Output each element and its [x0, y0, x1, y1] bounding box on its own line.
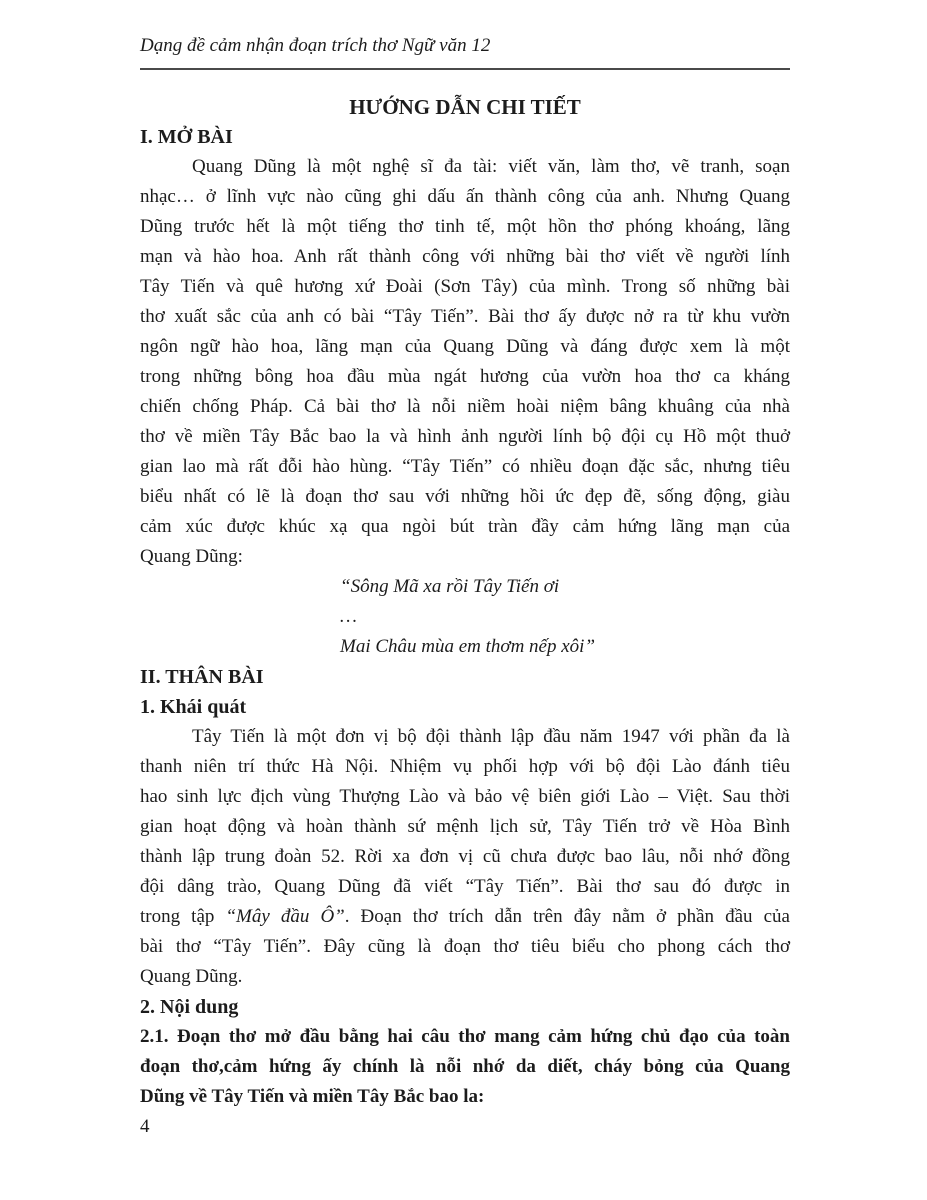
poem-line: Mai Châu mùa em thơm nếp xôi” — [340, 636, 596, 657]
text-line: Quang Dũng là một nghệ sĩ đa tài: viết văn, làm thơ, vẽ tranh, soạn — [192, 156, 790, 177]
section-heading: I. MỞ BÀI — [140, 126, 233, 148]
section-heading: 1. Khái quát — [140, 696, 247, 718]
text-line: thanh niên trí thức Hà Nội. Nhiệm vụ phối hợp với bộ đội Lào đánh tiêu — [140, 756, 790, 777]
poem-line: “Sông Mã xa rồi Tây Tiến ơi — [340, 576, 560, 597]
text-line: thành lập trung đoàn 52. Rời xa đơn vị cũ chưa được bao lâu, nỗi nhớ đồng — [140, 846, 790, 867]
section-heading: II. THÂN BÀI — [140, 666, 264, 688]
paragraph — [140, 1022, 790, 1112]
poem-line: … — [340, 606, 357, 627]
text-line: đoạn thơ,cảm hứng ấy chính là nỗi nhớ da diết, cháy bỏng của Quang — [140, 1056, 790, 1077]
paragraph — [140, 722, 790, 992]
text-line: đội dâng trào, Quang Dũng đã viết “Tây Tiến”. Bài thơ sau đó được in — [140, 876, 790, 897]
text-line: cảm xúc được khúc xạ qua ngòi bút tràn đầy cảm hứng lãng mạn của — [140, 516, 790, 537]
page-number: 4 — [140, 1116, 150, 1137]
text-line: Tây Tiến và quê hương xứ Đoài (Sơn Tây) của mình. Trong số những bài — [140, 276, 790, 297]
text-line: nhạc… ở lĩnh vực nào cũng ghi dấu ấn thành công của anh. Nhưng Quang — [140, 186, 790, 207]
italic-text: “Mây đầu Ô” — [225, 906, 345, 927]
text-line: bài thơ “Tây Tiến”. Đây cũng là đoạn thơ tiêu biểu cho phong cách thơ — [140, 936, 790, 957]
document-body — [140, 122, 790, 1112]
text-line: trong những bông hoa đầu mùa ngát hương của vườn hoa thơ ca kháng — [140, 366, 790, 387]
text-line: gian lao mà rất đỗi hào hùng. “Tây Tiến” có nhiều đoạn đặc sắc, nhưng tiêu — [140, 456, 790, 477]
text-line: chiến chống Pháp. Cả bài thơ là nỗi niềm hoài niệm bâng khuâng của nhà — [140, 396, 790, 417]
poem-quote — [340, 572, 790, 662]
page-title: HƯỚNG DẪN CHI TIẾT — [349, 95, 581, 119]
text-line: Quang Dũng. — [140, 966, 243, 987]
section-heading: 2. Nội dung — [140, 996, 239, 1018]
running-header: Dạng đề cảm nhận đoạn trích thơ Ngữ văn 12 — [140, 34, 790, 70]
text-line: Quang Dũng: — [140, 546, 243, 567]
text-line: gian hoạt động và hoàn thành sứ mệnh lịch sử, Tây Tiến trở về Hòa Bình — [140, 816, 790, 837]
text-segment: trong tập — [140, 906, 226, 927]
text-line: ngôn ngữ hào hoa, lãng mạn của Quang Dũng và đáng được xem là một — [140, 336, 790, 357]
text-line: Dũng về Tây Tiến và miền Tây Bắc bao la: — [140, 1086, 485, 1107]
text-line: Dũng trước hết là một tiếng thơ tinh tế, một hồn thơ phóng khoáng, lãng — [140, 216, 790, 237]
text-segment: . Đoạn thơ trích dẫn trên đây nằm ở phần đầu của — [344, 906, 790, 927]
text-line: hao sinh lực địch vùng Thượng Lào và bảo vệ biên giới Lào – Việt. Sau thời — [140, 786, 790, 807]
text-line: biểu nhất có lẽ là đoạn thơ sau với những hồi ức đẹp đẽ, sống động, giàu — [140, 486, 790, 507]
page-content — [140, 34, 790, 1142]
paragraph — [140, 152, 790, 572]
text-line: thơ về miền Tây Bắc bao la và hình ảnh người lính bộ đội cụ Hồ một thuở — [140, 426, 790, 447]
text-line — [140, 902, 790, 932]
text-line: 2.1. Đoạn thơ mở đầu bằng hai câu thơ mang cảm hứng chủ đạo của toàn — [140, 1026, 790, 1047]
text-line: thơ xuất sắc của anh có bài “Tây Tiến”. Bài thơ ấy được nở ra từ khu vườn — [140, 306, 790, 327]
text-line: Tây Tiến là một đơn vị bộ đội thành lập đầu năm 1947 với phần đa là — [192, 726, 790, 747]
text-line: mạn và hào hoa. Anh rất thành công với những bài thơ viết về người lính — [140, 246, 790, 267]
